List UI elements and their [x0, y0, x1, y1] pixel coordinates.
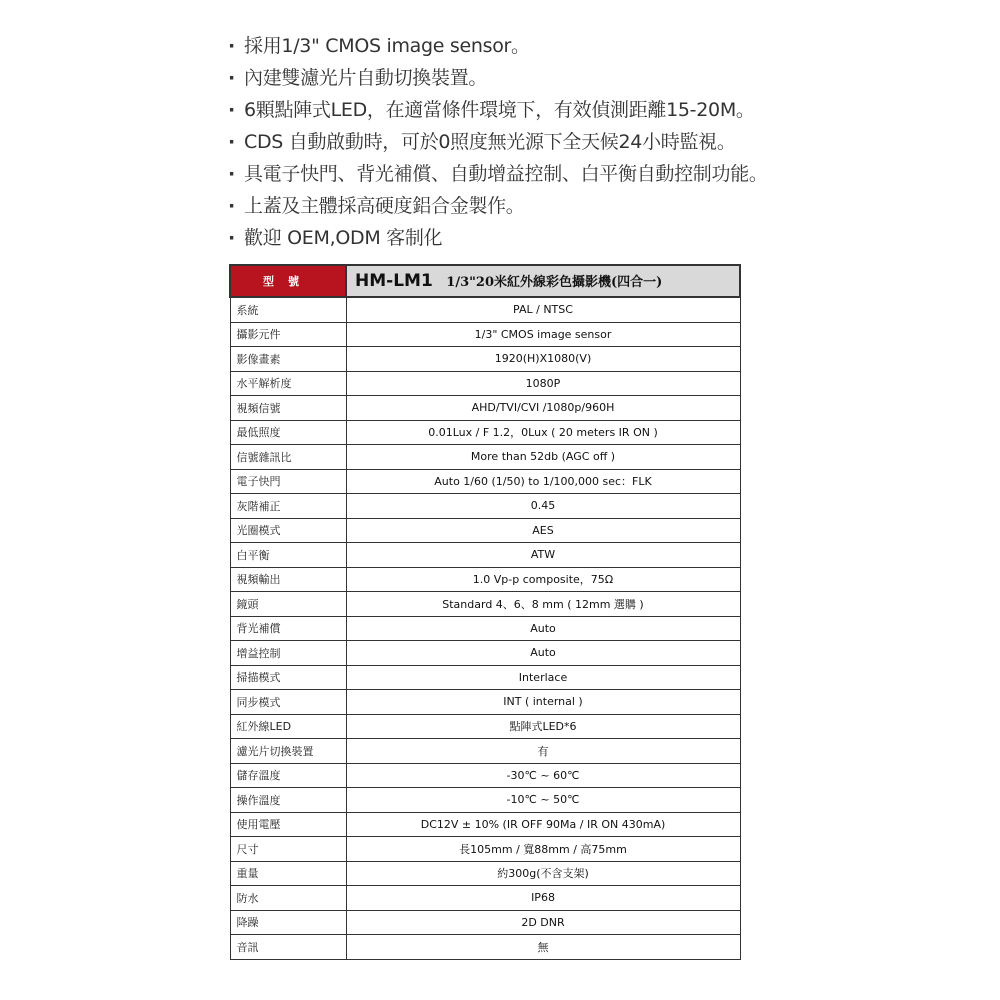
spec-label: 攝影元件 — [230, 322, 346, 347]
model-description: 1/3"20米紅外線彩色攝影機(四合一) — [446, 275, 663, 290]
spec-row — [230, 616, 740, 641]
spec-row — [230, 567, 740, 592]
spec-value: ATW — [346, 543, 740, 568]
spec-label: 灰階補正 — [230, 494, 346, 519]
spec-value: 2D DNR — [346, 910, 740, 935]
spec-label: 最低照度 — [230, 420, 346, 445]
spec-label: 光圈模式 — [230, 518, 346, 543]
feature-text: 歡迎 OEM,ODM 客制化 — [244, 227, 443, 249]
spec-value: -30℃ ~ 60℃ — [346, 763, 740, 788]
spec-header-row — [230, 265, 740, 297]
spec-row — [230, 665, 740, 690]
spec-row — [230, 788, 740, 813]
spec-label: 防水 — [230, 886, 346, 911]
spec-label: 視頻輸出 — [230, 567, 346, 592]
bullet-icon: · — [228, 163, 235, 185]
spec-label: 鏡頭 — [230, 592, 346, 617]
spec-value: 1/3" CMOS image sensor — [346, 322, 740, 347]
spec-label: 背光補償 — [230, 616, 346, 641]
feature-item — [228, 30, 968, 62]
feature-item — [228, 158, 968, 190]
spec-row — [230, 445, 740, 470]
spec-value: 無 — [346, 935, 740, 960]
spec-row — [230, 518, 740, 543]
bullet-icon: · — [228, 195, 235, 217]
spec-value: 1.0 Vp-p composite，75Ω — [346, 567, 740, 592]
bullet-icon: · — [228, 131, 235, 153]
spec-row — [230, 347, 740, 372]
feature-text: CDS 自動啟動時，可於0照度無光源下全天候24小時監視。 — [244, 131, 736, 153]
spec-row — [230, 641, 740, 666]
feature-item — [228, 222, 968, 254]
spec-row — [230, 371, 740, 396]
spec-value: 1920(H)X1080(V) — [346, 347, 740, 372]
spec-table — [229, 264, 741, 960]
spec-row — [230, 837, 740, 862]
feature-item — [228, 94, 968, 126]
bullet-icon: · — [228, 35, 235, 57]
spec-value: 1080P — [346, 371, 740, 396]
spec-value: 長105mm / 寬88mm / 高75mm — [346, 837, 740, 862]
spec-label: 操作溫度 — [230, 788, 346, 813]
feature-text: 上蓋及主體採高硬度鋁合金製作。 — [244, 195, 525, 217]
feature-text: 內建雙濾光片自動切換裝置。 — [244, 67, 488, 89]
feature-text: 採用1/3" CMOS image sensor。 — [244, 35, 530, 57]
spec-label: 水平解析度 — [230, 371, 346, 396]
spec-value: Standard 4、6、8 mm ( 12mm 選購 ) — [346, 592, 740, 617]
spec-row — [230, 297, 740, 322]
spec-value: 0.01Lux / F 1.2，0Lux ( 20 meters IR ON ) — [346, 420, 740, 445]
spec-value: 有 — [346, 739, 740, 764]
feature-list — [228, 30, 968, 254]
spec-label: 儲存溫度 — [230, 763, 346, 788]
spec-value: AHD/TVI/CVI /1080p/960H — [346, 396, 740, 421]
spec-value: IP68 — [346, 886, 740, 911]
spec-row — [230, 910, 740, 935]
spec-value: Interlace — [346, 665, 740, 690]
spec-label: 降躁 — [230, 910, 346, 935]
spec-row — [230, 690, 740, 715]
spec-row — [230, 469, 740, 494]
spec-label: 使用電壓 — [230, 812, 346, 837]
spec-row — [230, 861, 740, 886]
spec-label: 視頻信號 — [230, 396, 346, 421]
spec-label: 信號雜訊比 — [230, 445, 346, 470]
spec-row — [230, 886, 740, 911]
spec-row — [230, 739, 740, 764]
spec-value: 點陣式LED*6 — [346, 714, 740, 739]
spec-label: 尺寸 — [230, 837, 346, 862]
spec-row — [230, 714, 740, 739]
spec-label: 音訊 — [230, 935, 346, 960]
spec-header-label: 型號 — [230, 265, 346, 297]
feature-item — [228, 126, 968, 158]
spec-label: 系統 — [230, 297, 346, 322]
spec-label: 紅外線LED — [230, 714, 346, 739]
spec-row — [230, 543, 740, 568]
feature-item — [228, 190, 968, 222]
spec-value: Auto — [346, 641, 740, 666]
spec-label: 重量 — [230, 861, 346, 886]
spec-row — [230, 322, 740, 347]
spec-row — [230, 592, 740, 617]
spec-row — [230, 420, 740, 445]
spec-value: PAL / NTSC — [346, 297, 740, 322]
spec-value: 約300g(不含支架) — [346, 861, 740, 886]
spec-label: 影像畫素 — [230, 347, 346, 372]
spec-label: 掃描模式 — [230, 665, 346, 690]
spec-label: 白平衡 — [230, 543, 346, 568]
spec-label: 電子快門 — [230, 469, 346, 494]
spec-row — [230, 935, 740, 960]
bullet-icon: · — [228, 99, 235, 121]
feature-item — [228, 62, 968, 94]
spec-value: Auto 1/60 (1/50) to 1/100,000 sec：FLK — [346, 469, 740, 494]
spec-value: 0.45 — [346, 494, 740, 519]
spec-value: -10℃ ~ 50℃ — [346, 788, 740, 813]
model-name: HM-LM1 — [355, 271, 433, 291]
feature-text: 具電子快門、背光補償、自動增益控制、白平衡自動控制功能。 — [244, 163, 768, 185]
spec-value: DC12V ± 10% (IR OFF 90Ma / IR ON 430mA) — [346, 812, 740, 837]
spec-value: More than 52db (AGC off ) — [346, 445, 740, 470]
spec-label: 增益控制 — [230, 641, 346, 666]
bullet-icon: · — [228, 67, 235, 89]
bullet-icon: · — [228, 227, 235, 249]
spec-header-model-cell — [346, 265, 740, 297]
spec-value: INT ( internal ) — [346, 690, 740, 715]
spec-row — [230, 763, 740, 788]
spec-row — [230, 494, 740, 519]
spec-label: 同步模式 — [230, 690, 346, 715]
spec-value: AES — [346, 518, 740, 543]
feature-text: 6顆點陣式LED，在適當條件環境下，有效偵測距離15-20M。 — [244, 99, 755, 121]
spec-row — [230, 812, 740, 837]
spec-label: 濾光片切換裝置 — [230, 739, 346, 764]
spec-value: Auto — [346, 616, 740, 641]
spec-row — [230, 396, 740, 421]
